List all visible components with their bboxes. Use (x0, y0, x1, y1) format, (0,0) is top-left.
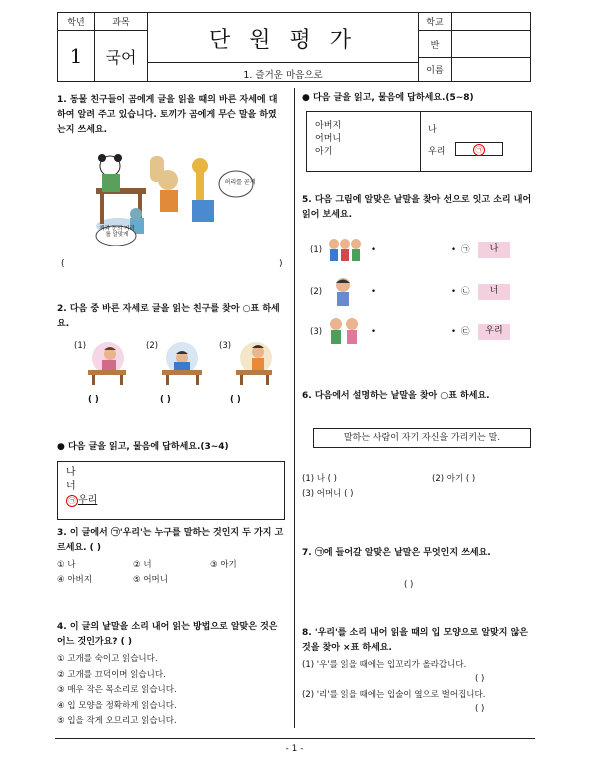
q2-answer-1[interactable]: ( ) (88, 395, 99, 405)
grade-value: 1 (58, 31, 95, 82)
footer-rule (55, 738, 535, 739)
q5-word-uri[interactable]: 우리 (478, 324, 510, 340)
q5-label-1: (1) (310, 245, 323, 255)
giraffe-speech-bubble: 책과 눈의 거리를 알맞게 (99, 226, 135, 238)
question-5: 5. 다음 그림에 알맞은 낱말을 찾아 선으로 잇고 소리 내어 읽어 보세요. (302, 195, 532, 220)
q8-answer-2[interactable]: ( ) (475, 704, 485, 714)
q6-item-3[interactable]: (3) 어머니 ( ) (302, 489, 354, 499)
q3-option-5[interactable]: ⑤ 어머니 (133, 575, 168, 585)
single-child-illustration (330, 277, 356, 307)
child-reading-3-illustration (234, 340, 276, 386)
rabbit-speech-bubble: 허리를 곧게 (224, 179, 256, 186)
q2-label-3: (3) (219, 341, 232, 351)
poem-line-1: 나 (66, 467, 76, 478)
question-3: 3. 이 글에서 ㉠'우리'는 누구를 말하는 것인지 두 가지 고르세요. ( ) (57, 528, 284, 553)
question-4: 4. 이 글의 낱말을 소리 내어 읽는 방법으로 알맞은 것은 어느 것인가요? ( ) (57, 622, 278, 647)
blank-mark-circle: ㉠ (473, 144, 485, 156)
family-word-box (306, 111, 532, 172)
q4-option-1[interactable]: ① 고개를 숙이고 읽습니다. (57, 654, 158, 664)
q5-dot-right-2[interactable]: • (451, 287, 457, 297)
class-field[interactable] (452, 31, 531, 58)
blank-box[interactable] (455, 142, 503, 156)
q5-label-2: (2) (310, 287, 323, 297)
grade-label: 학년 (58, 13, 95, 31)
q5-word-neo[interactable]: 너 (478, 284, 510, 300)
class-label: 반 (419, 31, 452, 58)
school-label: 학교 (419, 13, 452, 31)
q1-paren-close: ) (279, 259, 283, 269)
name-label: 이름 (419, 58, 452, 82)
q7-answer-field[interactable]: ( ) (404, 580, 414, 590)
q5-dot-left-2[interactable]: • (371, 287, 377, 297)
name-field[interactable] (452, 58, 531, 82)
child-reading-1-illustration (86, 340, 131, 386)
q8-answer-1[interactable]: ( ) (475, 674, 485, 684)
word-na: 나 (428, 125, 437, 135)
poem-line-2: 너 (66, 481, 76, 492)
question-2: 2. 다음 중 바른 자세로 글을 읽는 친구를 찾아 ○표 하세요. (57, 304, 280, 329)
q2-answer-2[interactable]: ( ) (160, 395, 171, 405)
q8-item-2: (2) '리'를 읽을 때에는 입술이 옆으로 벌어집니다. (302, 690, 486, 700)
q5-mark-1: ㉠ (461, 245, 470, 255)
word-father: 아버지 (315, 121, 342, 131)
poem-mark-circle: ㉠ (66, 495, 78, 507)
q4-option-2[interactable]: ② 고개를 끄덕이며 읽습니다. (57, 669, 166, 680)
q6-definition-box: 말하는 사람이 자기 자신을 가리키는 말. (313, 428, 531, 448)
q3-option-4[interactable]: ④ 아버지 (57, 575, 92, 585)
q4-option-5[interactable]: ⑤ 입을 작게 오므리고 읽습니다. (57, 716, 177, 726)
q6-item-1[interactable]: (1) 나 ( ) (302, 474, 337, 484)
q4-option-3[interactable]: ③ 매우 작은 목소리로 읽습니다. (57, 685, 177, 695)
subject-value: 국어 (95, 31, 148, 82)
q2-answer-3[interactable]: ( ) (230, 395, 241, 405)
q1-paren-open: ( (61, 259, 65, 269)
q6-item-2[interactable]: (2) 아기 ( ) (432, 474, 476, 484)
section-heading-3-4: ● 다음 글을 읽고, 물음에 답하세요.(3~4) (57, 442, 229, 452)
subject-label: 과목 (95, 13, 148, 31)
section-heading-5-8: ● 다음 글을 읽고, 물음에 답하세요.(5~8) (302, 93, 474, 103)
page-title: 단 원 평 가 (209, 28, 357, 53)
q5-dot-right-3[interactable]: • (451, 327, 457, 337)
group-of-children-illustration (327, 236, 363, 264)
school-field[interactable] (452, 13, 531, 31)
word-mother: 어머니 (315, 134, 342, 144)
q5-word-na[interactable]: 나 (478, 242, 510, 258)
poem-box (57, 461, 285, 520)
unit-subtitle: 1. 즐거운 마음으로 (148, 62, 418, 81)
question-1: 1. 동물 친구들이 곰에게 글을 읽을 때의 바른 자세에 대하여 알려 주고 있습니다. 토끼가 곰에게 무슨 말을 하였는지 쓰세요. (57, 95, 278, 135)
q8-item-1: (1) '우'를 읽을 때에는 입꼬리가 올라갑니다. (302, 660, 467, 670)
q5-mark-2: ㉡ (461, 287, 470, 297)
q2-label-2: (2) (146, 341, 159, 351)
header-table (57, 12, 531, 82)
question-7: 7. ㉠에 들어갈 알맞은 낱말은 무엇인지 쓰세요. (302, 548, 491, 558)
q5-dot-left-3[interactable]: • (371, 327, 377, 337)
q4-option-4[interactable]: ④ 입 모양을 정확하게 읽습니다. (57, 700, 177, 711)
two-children-illustration (327, 316, 361, 346)
title-cell (148, 13, 419, 82)
word-baby: 아기 (315, 147, 333, 157)
q5-dot-right-1[interactable]: • (451, 245, 457, 255)
q5-dot-left-1[interactable]: • (371, 245, 377, 255)
question-6: 6. 다음에서 설명하는 낱말을 찾아 ○표 하세요. (302, 391, 490, 401)
question-8: 8. '우리'를 소리 내어 읽을 때의 입 모양으로 알맞지 않은 것을 찾아 ×표 하세요. (302, 628, 528, 653)
q3-option-1[interactable]: ① 나 (57, 560, 76, 570)
q1-answer-field[interactable] (67, 260, 277, 272)
q3-option-2[interactable]: ② 너 (133, 560, 152, 570)
word-uri: 우리 (428, 147, 446, 157)
column-divider (294, 88, 295, 728)
q5-label-3: (3) (310, 327, 323, 337)
poem-line-3: 우리 (78, 495, 98, 506)
page-number: - 1 - (285, 744, 304, 754)
q2-label-1: (1) (74, 341, 87, 351)
child-reading-2-illustration (160, 340, 205, 386)
q3-option-3[interactable]: ③ 아기 (210, 560, 237, 570)
q5-mark-3: ㉢ (461, 327, 470, 337)
